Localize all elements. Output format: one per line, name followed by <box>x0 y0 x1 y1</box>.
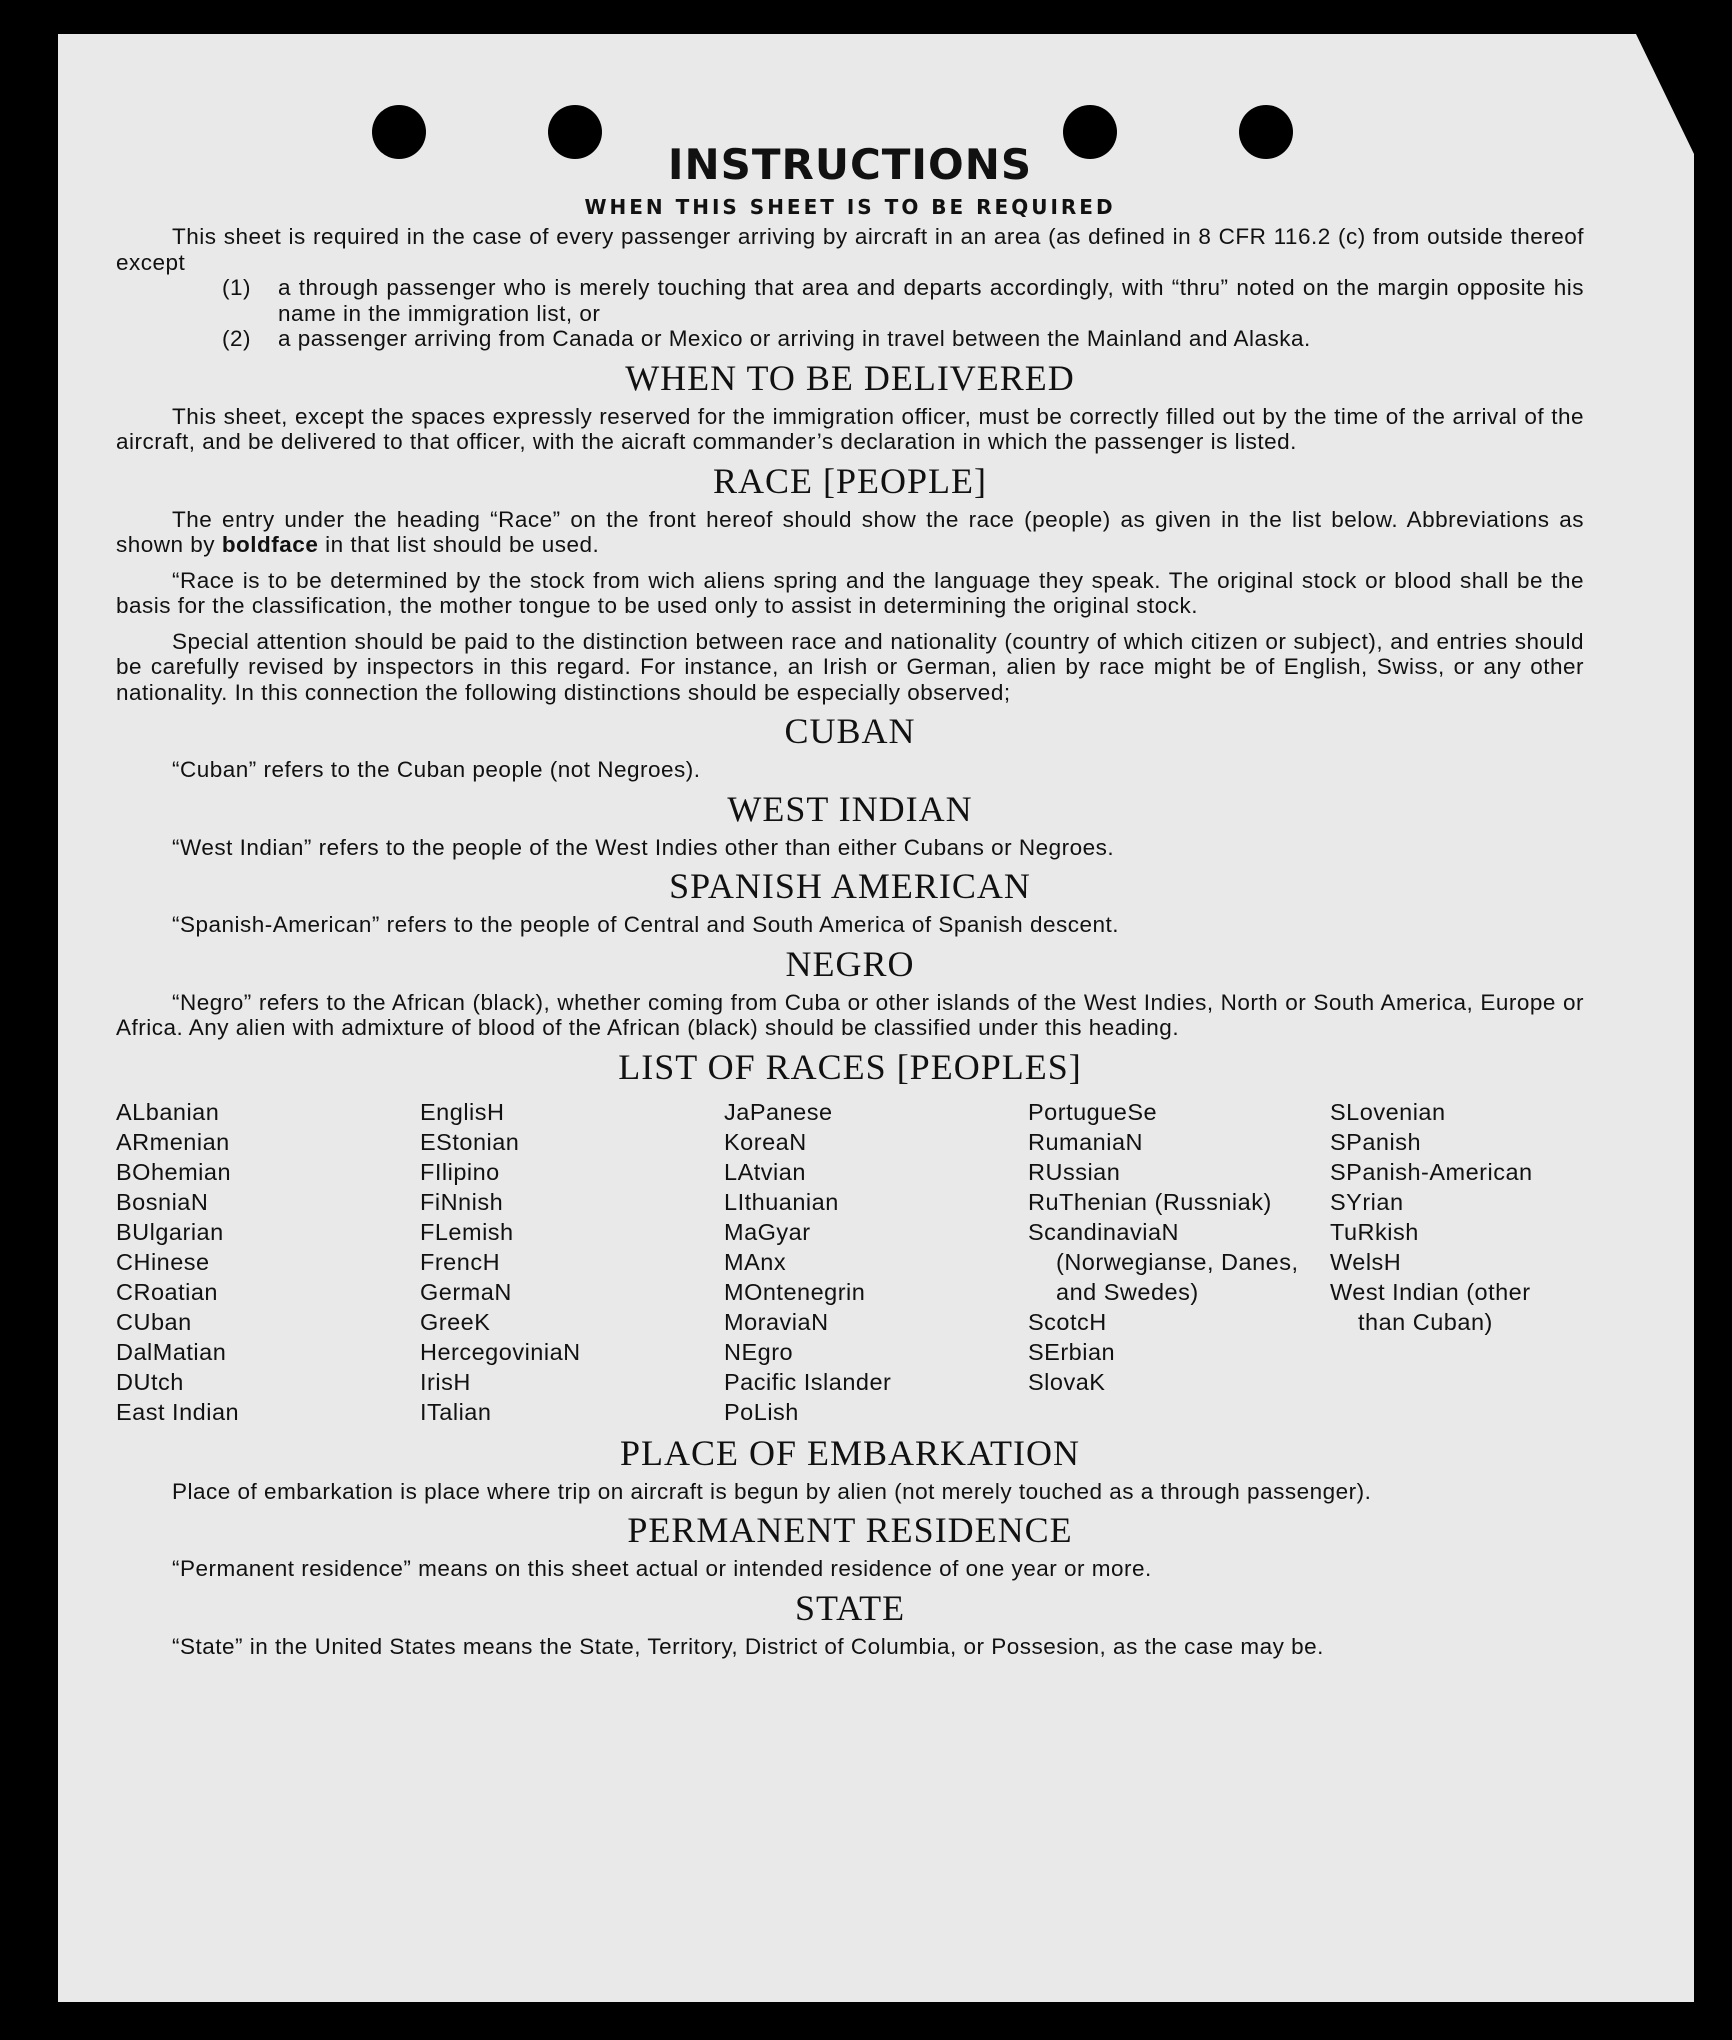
race-entry: East Indian <box>116 1398 240 1425</box>
race-entry: GreeK <box>420 1308 491 1335</box>
race-entry: NEgro <box>724 1338 794 1365</box>
race-entry: TuRkish <box>1330 1218 1419 1245</box>
exception-text: a through passenger who is merely touching that area and departs accordingly, with “thru” noted on the margin opposite his name in the immigration list, or <box>278 275 1584 326</box>
race-paragraph-3: Special attention should be paid to the distinction between race and nationality (country of which citizen or subject), and entries should be carefully revised by inspectors in this regard. For instance, an Irish or German, alien by race might be of English, Swiss, or any other nationality. In this connection the following distinctions should be especially observed; <box>116 628 1584 705</box>
race-entry: PoLish <box>724 1398 799 1425</box>
residence-text: “Permanent residence” means on this sheet actual or intended residence of one year or more. <box>172 1556 1152 1581</box>
spanish-american-heading: SPANISH AMERICAN <box>669 866 1031 906</box>
state-heading: STATE <box>794 1587 906 1628</box>
race-entry: CHinese <box>116 1248 210 1275</box>
race-paragraph-1 <box>116 507 1584 558</box>
negro-heading: NEGRO <box>785 943 915 984</box>
race-entry: ScandinaviaN (Norwegianse, Danes, and Swedes) <box>1028 1218 1299 1305</box>
race-entry: EStonian <box>420 1128 520 1155</box>
race-column <box>1330 1097 1584 1427</box>
race-column <box>116 1097 420 1427</box>
race-entry: LIthuanian <box>724 1188 839 1215</box>
race-entry: GermaN <box>420 1278 512 1305</box>
race-entry: RuThenian (Russniak) <box>1028 1188 1272 1215</box>
race-list <box>116 1097 1584 1427</box>
race-entry: EnglisH <box>420 1098 505 1125</box>
race-entry: ARmenian <box>116 1128 230 1155</box>
cuban-text: “Cuban” refers to the Cuban people (not Negroes). <box>172 757 701 782</box>
race-column <box>1028 1097 1330 1427</box>
state-text: “State” in the United States means the State, Territory, District of Columbia, or Possesion, as the case may be. <box>172 1633 1324 1659</box>
race-entry: LAtvian <box>724 1158 806 1185</box>
race-entry: SYrian <box>1330 1188 1404 1215</box>
race-entry: FLemish <box>420 1218 514 1245</box>
race-entry: DUtch <box>116 1368 184 1395</box>
race-entry: KoreaN <box>724 1128 807 1155</box>
exception-item <box>60 275 1584 326</box>
delivered-text: This sheet, except the spaces expressly reserved for the immigration officer, must be correctly filled out by the time of the arrival of the aircraft, and be delivered to that officer, with the aicraft commander’s declaration in which the passenger is listed. <box>116 403 1584 454</box>
race-entry: BosniaN <box>116 1188 209 1215</box>
race-entry: JaPanese <box>724 1098 833 1125</box>
race-entry: CUban <box>116 1308 192 1335</box>
race-entry: CRoatian <box>116 1278 218 1305</box>
page-title: INSTRUCTIONS <box>667 140 1033 189</box>
embarkation-heading: PLACE OF EMBARKATION <box>619 1432 1081 1473</box>
race-entry: SPanish <box>1330 1128 1422 1155</box>
west-indian-heading: WEST INDIAN <box>727 788 973 829</box>
exception-item <box>60 326 1584 352</box>
race-entry: SErbian <box>1028 1338 1116 1365</box>
race-entry: IrisH <box>420 1368 471 1395</box>
race-entry: BUlgarian <box>116 1218 224 1245</box>
race-entry: MoraviaN <box>724 1308 829 1335</box>
required-heading: WHEN THIS SHEET IS TO BE REQUIRED <box>584 195 1116 219</box>
race-entry: ALbanian <box>116 1098 220 1125</box>
race-entry: MAnx <box>724 1248 787 1275</box>
race-column <box>724 1097 1028 1427</box>
race-entry: FIlipino <box>420 1158 500 1185</box>
race-entry: BOhemian <box>116 1158 232 1185</box>
race-entry: SLovenian <box>1330 1098 1446 1125</box>
list-heading: LIST OF RACES [PEOPLES] <box>618 1046 1082 1087</box>
race-entry: SPanish-American <box>1330 1158 1533 1185</box>
race-entry: ScotcH <box>1028 1308 1107 1335</box>
race-column <box>420 1097 724 1427</box>
instructions-content <box>116 138 1584 1659</box>
race-entry: MOntenegrin <box>724 1278 866 1305</box>
race-entry: WelsH <box>1330 1248 1402 1275</box>
race-p1-after: in that list should be used. <box>318 532 600 557</box>
race-heading: RACE [PEOPLE] <box>713 460 987 501</box>
embarkation-text: Place of embarkation is place where trip on aircraft is begun by alien (not merely touched as a through passenger). <box>172 1478 1372 1504</box>
race-entry: West Indian (other than Cuban) <box>1330 1278 1531 1335</box>
race-entry: ITalian <box>420 1398 492 1425</box>
west-indian-text: “West Indian” refers to the people of the West Indies other than either Cubans or Negroes. <box>172 834 1115 860</box>
exception-number: (2) <box>222 326 251 351</box>
race-entry: PortugueSe <box>1028 1098 1158 1125</box>
race-entry: SlovaK <box>1028 1368 1106 1395</box>
spanish-american-text: “Spanish-American” refers to the people of Central and South America of Spanish descent. <box>172 912 1119 937</box>
race-entry: Pacific Islander <box>724 1368 892 1395</box>
race-entry: FiNnish <box>420 1188 504 1215</box>
race-entry: HercegoviniaN <box>420 1338 581 1365</box>
exception-text: a passenger arriving from Canada or Mexico or arriving in travel between the Mainland and Alaska. <box>278 326 1311 351</box>
residence-heading: PERMANENT RESIDENCE <box>627 1510 1073 1550</box>
race-entry: FrencH <box>420 1248 501 1275</box>
required-intro: This sheet is required in the case of every passenger arriving by aircraft in an area (as defined in 8 CFR 116.2 (c) from outside thereof except <box>116 224 1584 275</box>
race-entry: RUssian <box>1028 1158 1121 1185</box>
race-entry: MaGyar <box>724 1218 811 1245</box>
race-paragraph-2: “Race is to be determined by the stock from wich aliens spring and the language they speak. The original stock or blood shall be the basis for the classification, the mother tongue to be used only to assist in determining the original stock. <box>116 567 1584 618</box>
exception-number: (1) <box>222 275 251 300</box>
negro-text: “Negro” refers to the African (black), whether coming from Cuba or other islands of the West Indies, North or South America, Europe or Africa. Any alien with admixture of blood of the African (black) should be classified under this heading. <box>116 989 1584 1040</box>
race-entry: RumaniaN <box>1028 1128 1144 1155</box>
delivered-heading: WHEN TO BE DELIVERED <box>625 357 1075 398</box>
cuban-heading: CUBAN <box>784 711 916 751</box>
race-entry: DalMatian <box>116 1338 227 1365</box>
boldface-term: boldface <box>221 532 319 557</box>
race-p1-before: The entry under the heading “Race” on the front hereof should show the race (people) as given in the list below. Abbreviations as shown by <box>116 506 1584 557</box>
